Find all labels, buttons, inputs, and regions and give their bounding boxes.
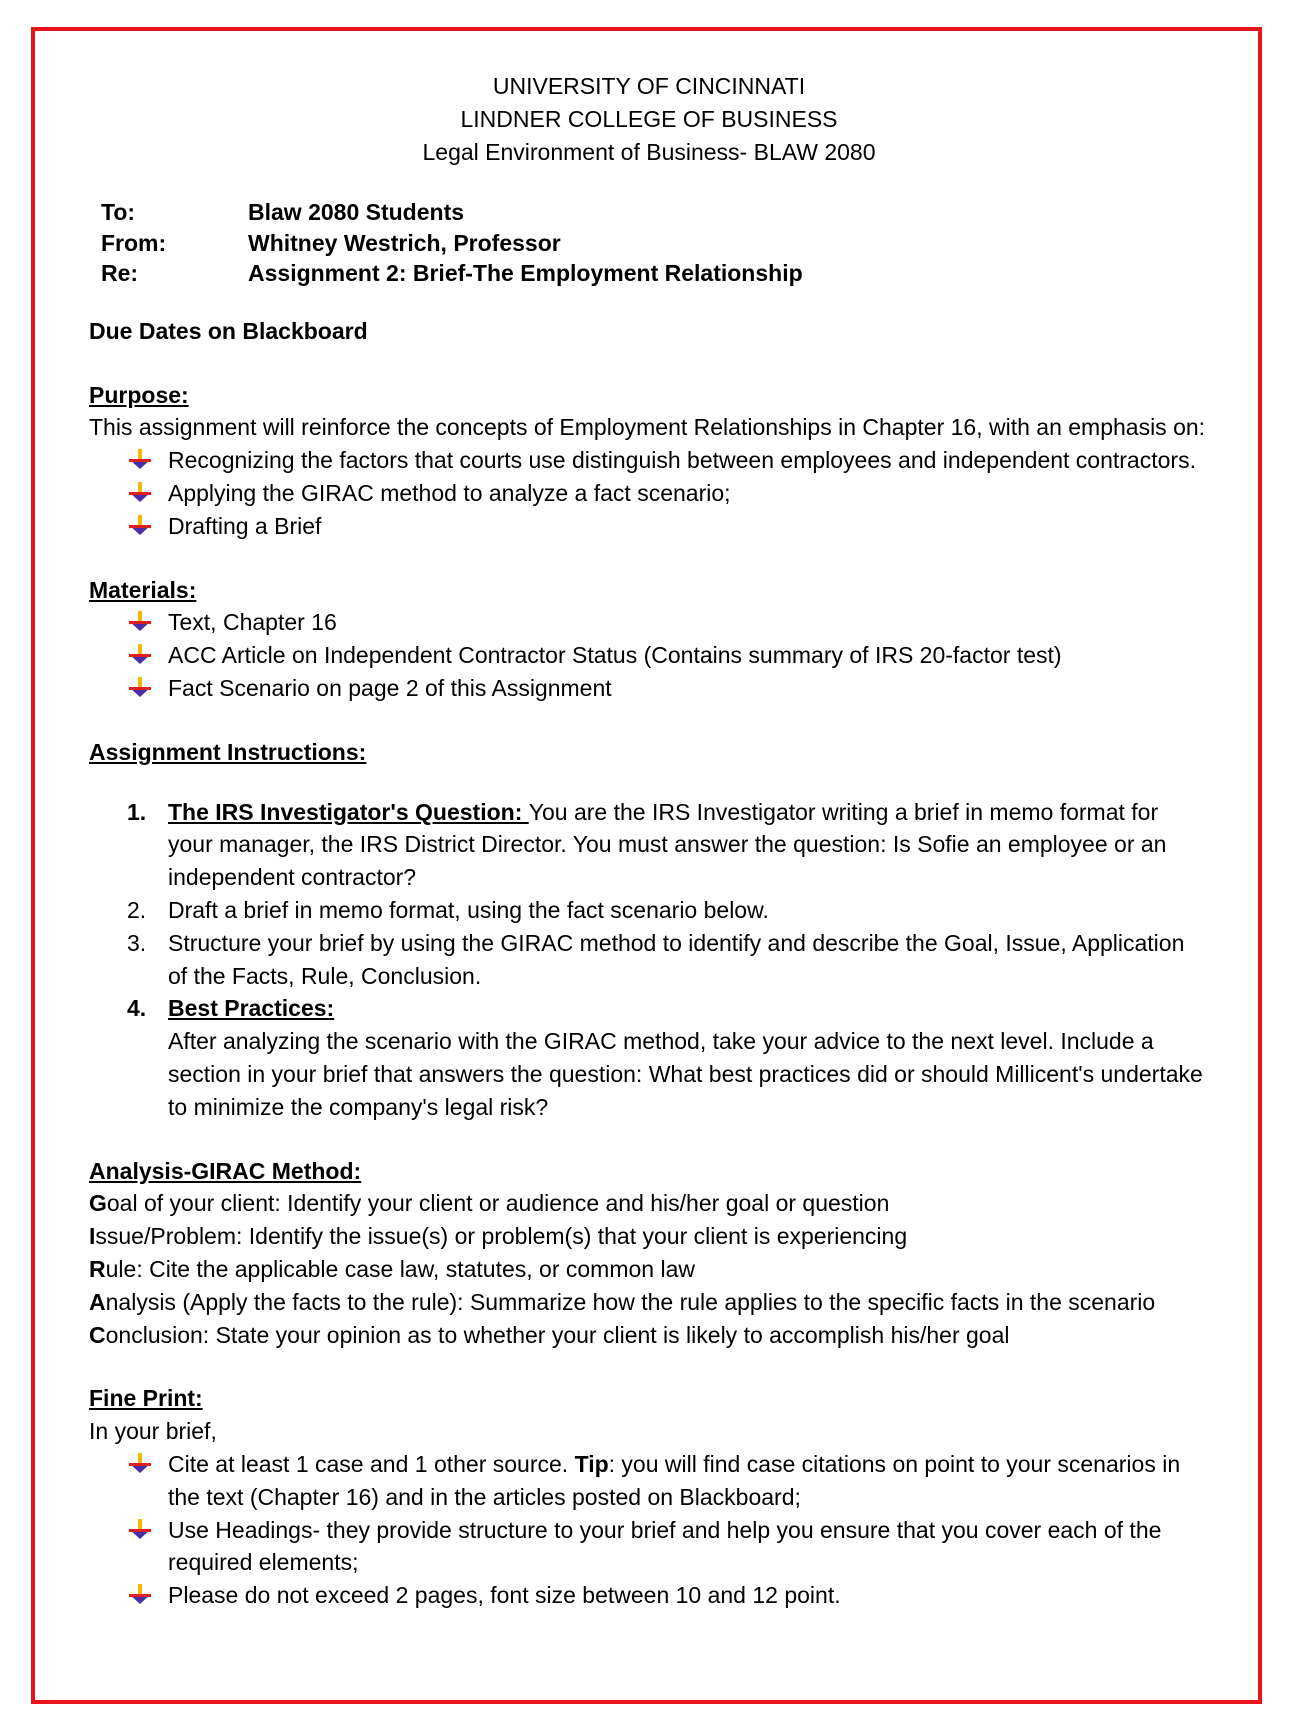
memo-block xyxy=(101,197,1209,289)
memo-re-row xyxy=(101,258,1209,289)
girac-line: Analysis (Apply the facts to the rule): Summarize how the rule applies to the specific facts in the scenario xyxy=(89,1288,1156,1315)
arrow-bullet-icon xyxy=(129,482,151,504)
document-body xyxy=(89,70,1209,1612)
memo-from-value: Whitney Westrich, Professor xyxy=(248,229,561,256)
college-name: LINDNER COLLEGE OF BUSINESS xyxy=(460,105,838,132)
memo-from-row xyxy=(101,228,1209,259)
arrow-bullet-icon xyxy=(129,677,151,699)
list-item: Cite at least 1 case and 1 other source. Tip: you will find case citations on point to your scenarios in the text (Chapter 16) and in the articles posted on Blackboard; xyxy=(89,1448,1209,1514)
list-item: Recognizing the factors that courts use distinguish between employees and independent contractors. xyxy=(89,444,1209,477)
instructions-list xyxy=(89,796,1209,1124)
memo-re-label: Re: xyxy=(101,260,139,287)
instructions-heading: Assignment Instructions: xyxy=(89,738,367,765)
course-name: Legal Environment of Business- BLAW 2080 xyxy=(422,138,876,165)
list-item: Use Headings- they provide structure to your brief and help you ensure that you cover each of the required elements; xyxy=(89,1514,1209,1580)
girac-line: Rule: Cite the applicable case law, statutes, or common law xyxy=(89,1256,695,1283)
best-practices-title: Best Practices: xyxy=(168,995,335,1022)
analysis-heading: Analysis-GIRAC Method: xyxy=(89,1157,362,1184)
memo-to-label: To: xyxy=(101,199,136,226)
memo-to-value: Blaw 2080 Students xyxy=(248,199,465,226)
memo-from-label: From: xyxy=(101,229,167,256)
materials-heading: Materials: xyxy=(89,576,197,603)
materials-list xyxy=(89,606,1209,704)
fine-print-list xyxy=(89,1448,1209,1612)
list-item: Please do not exceed 2 pages, font size between 10 and 12 point. xyxy=(89,1579,1209,1612)
list-item: 4. Best Practices: After analyzing the scenario with the GIRAC method, take your advice to the next level. Include a section in your brief that answers the question: What best practices did or should Millicent's undertake to minimize the company's legal risk? xyxy=(89,992,1209,1123)
girac-line: Goal of your client: Identify your client or audience and his/her goal or question xyxy=(89,1190,890,1217)
list-item: Text, Chapter 16 xyxy=(89,606,1209,639)
girac-line: Issue/Problem: Identify the issue(s) or problem(s) that your client is experiencing xyxy=(89,1223,908,1250)
memo-to-row xyxy=(101,197,1209,228)
tip-label: Tip xyxy=(574,1451,609,1477)
arrow-bullet-icon xyxy=(129,1453,151,1475)
list-item: ACC Article on Independent Contractor Status (Contains summary of IRS 20-factor test) xyxy=(89,639,1209,672)
fine-print-heading: Fine Print: xyxy=(89,1385,203,1412)
list-item: 3. Structure your brief by using the GIRAC method to identify and describe the Goal, Issue, Application of the Facts, Rule, Conclusion. xyxy=(127,929,1185,989)
fine-print-intro: In your brief, xyxy=(89,1418,217,1445)
due-dates: Due Dates on Blackboard xyxy=(89,317,368,344)
arrow-bullet-icon xyxy=(129,1584,151,1606)
purpose-intro: This assignment will reinforce the concepts of Employment Relationships in Chapter 16, with an emphasis on: xyxy=(89,414,1206,441)
arrow-bullet-icon xyxy=(129,611,151,633)
document-header xyxy=(89,70,1209,168)
list-item: Drafting a Brief xyxy=(89,510,1209,543)
list-item: 2. Draft a brief in memo format, using the fact scenario below. xyxy=(127,897,769,924)
arrow-bullet-icon xyxy=(129,449,151,471)
list-item: Applying the GIRAC method to analyze a fact scenario; xyxy=(89,477,1209,510)
list-item: 1. The IRS Investigator's Question: You are the IRS Investigator writing a brief in memo format for your manager, the IRS District Director. You must answer the question: Is Sofie an employee or an independent contractor? xyxy=(127,798,1167,891)
arrow-bullet-icon xyxy=(129,515,151,537)
arrow-bullet-icon xyxy=(129,644,151,666)
arrow-bullet-icon xyxy=(129,1519,151,1541)
university-name: UNIVERSITY OF CINCINNATI xyxy=(492,73,806,99)
memo-re-value: Assignment 2: Brief-The Employment Relationship xyxy=(248,260,803,287)
purpose-heading: Purpose: xyxy=(89,381,189,408)
irs-question-title: The IRS Investigator's Question: xyxy=(168,798,529,825)
purpose-list xyxy=(89,444,1209,542)
girac-line: Conclusion: State your opinion as to whether your client is likely to accomplish his/her goal xyxy=(89,1321,1010,1348)
list-item: Fact Scenario on page 2 of this Assignment xyxy=(89,672,1209,705)
